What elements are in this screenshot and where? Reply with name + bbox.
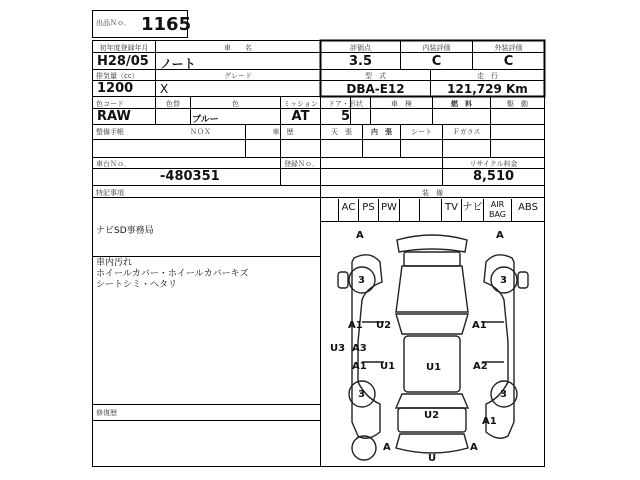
mark-rear-right: A1: [482, 416, 497, 427]
label-inspection: 車 検: [391, 100, 412, 108]
mark-tire-rr: 3: [500, 389, 507, 400]
mark-door-right: A2: [473, 361, 488, 372]
color-code-value: RAW: [97, 109, 131, 124]
mark-roof: U1: [426, 362, 442, 373]
label-first-reg: 初年度登録年月: [99, 44, 149, 52]
equip-item: AC: [339, 199, 359, 221]
chassis-value: -480351: [160, 169, 220, 184]
mark-bumper-rear: U: [428, 453, 437, 464]
mark-hood: U2: [376, 320, 392, 331]
label-color-type: 色替: [166, 100, 180, 108]
mark-front-right: A: [496, 230, 504, 241]
label-sunroof: 天 張: [331, 128, 352, 136]
recycle-value: 8,510: [472, 169, 515, 184]
label-model: 型 式: [365, 72, 386, 80]
mark-door-left-inner: U1: [380, 361, 396, 372]
label-exterior-score: 外装評価: [494, 44, 523, 52]
label-manual: 整備手帳: [96, 128, 124, 136]
mark-door-left: A3: [352, 343, 367, 354]
color-value: ブルー: [192, 115, 219, 125]
label-displacement: 排気量（cc）: [96, 72, 139, 80]
label-fuel: 燃 料: [451, 100, 472, 108]
label-mileage: 走 行: [477, 72, 498, 80]
first-reg-value: H28/05: [97, 54, 149, 69]
equipment-row: [321, 199, 544, 221]
mark-door-left-outer: U3: [330, 343, 346, 354]
label-repair: 修復歴: [96, 409, 117, 417]
mark-tire-rl: 3: [358, 389, 365, 400]
equip-item: [420, 199, 442, 221]
exterior-score-value: C: [503, 54, 514, 69]
label-history: 車 歴: [272, 128, 294, 136]
equip-item: AIR BAG: [484, 199, 512, 221]
label-door-shape: ドア・形状: [328, 100, 363, 108]
condition-line: ホイールカバー・ホイールカバーキズ: [96, 269, 249, 279]
equip-item: ABS: [518, 202, 538, 213]
grade-value: X: [160, 82, 169, 96]
mark-fender-left: A1: [348, 320, 363, 331]
lot-number-label: 出品Ｎｏ．: [96, 19, 131, 27]
condition-line: シートシミ・ヘタリ: [96, 280, 178, 290]
score-value: 3.5: [348, 54, 373, 69]
mark-tire-fr: 3: [500, 275, 507, 286]
door-shape-value: 5: [340, 109, 351, 124]
label-drive: 駆 動: [507, 100, 528, 108]
label-equipment: 装 備: [422, 189, 443, 197]
label-grade: グレード: [224, 72, 252, 80]
label-notes: 特記事項: [96, 189, 124, 197]
label-chassis: 車台Ｎｏ．: [96, 160, 131, 168]
label-recycle: リサイクル料金: [469, 160, 518, 168]
mission-value: AT: [291, 109, 310, 124]
model-value: DBA-E12: [346, 82, 405, 96]
mark-fender-right: A1: [472, 320, 487, 331]
mark-bumper-right: A: [470, 442, 478, 453]
displacement-value: 1200: [97, 81, 134, 96]
condition-line: 車内汚れ: [96, 258, 133, 268]
label-interior-score: 内装評価: [422, 44, 451, 52]
label-car-name: 車 名: [224, 44, 252, 52]
equip-item: [400, 199, 420, 221]
notes-text: [96, 223, 154, 236]
mark-rocker-left: A1: [352, 361, 367, 372]
equip-item: PW: [379, 199, 400, 221]
car-name-value: ノート: [160, 57, 196, 71]
equip-item: PS: [359, 199, 379, 221]
mark-trunk: U2: [424, 410, 440, 421]
mark-front-left: A: [356, 230, 364, 241]
label-nox: ＮＯＸ: [190, 128, 211, 136]
interior-score-value: C: [431, 54, 442, 69]
label-glass: Ｆガラス: [452, 128, 481, 136]
equip-item: TV: [442, 199, 462, 221]
equip-item: ナビ: [462, 199, 484, 221]
label-seat: シート: [411, 128, 432, 136]
mark-tire-fl: 3: [358, 275, 365, 286]
condition-text: [96, 258, 248, 291]
lot-number: 1165: [141, 14, 192, 35]
label-interior: 内 張: [371, 128, 392, 136]
label-color-code: 色コード: [96, 100, 124, 108]
mark-bumper-left: A: [383, 442, 391, 453]
mileage-value: 121,729 Km: [447, 82, 528, 96]
label-score: 評価点: [350, 44, 371, 52]
notes-line: ナビSD事務局: [96, 226, 154, 236]
label-mission: ミッション: [283, 100, 318, 108]
label-reg-no: 登録Ｎｏ．: [284, 160, 319, 168]
label-color: 色: [232, 100, 239, 108]
